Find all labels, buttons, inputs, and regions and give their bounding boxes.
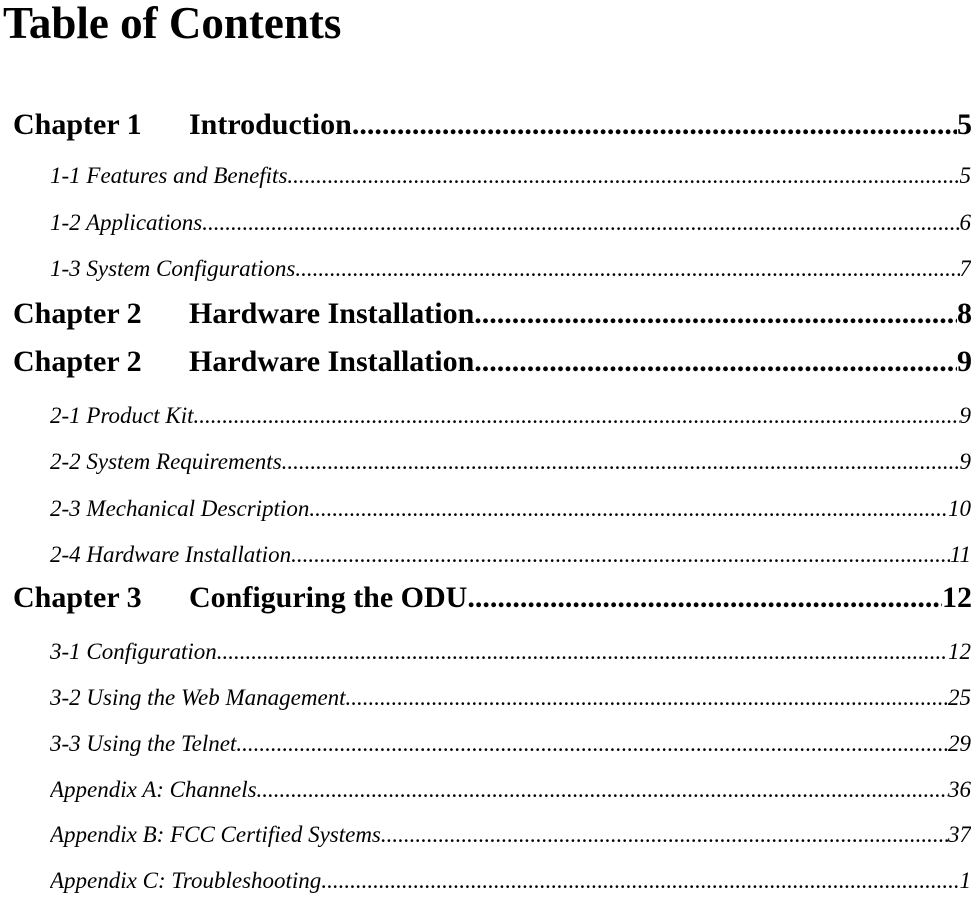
dot-leader — [194, 400, 960, 432]
dot-leader — [346, 682, 948, 714]
page-number: 7 — [959, 256, 971, 281]
dot-leader — [309, 493, 948, 525]
toc-section-entry[interactable] — [50, 819, 971, 851]
page-number: 9 — [957, 345, 972, 378]
dot-leader — [287, 160, 959, 192]
section-title: 2-1 Product Kit — [50, 403, 194, 428]
section-title: Appendix B: FCC Certified Systems — [50, 822, 381, 847]
page-number: 10 — [948, 496, 971, 521]
section-title: 3-2 Using the Web Management — [50, 685, 346, 710]
chapter-title: Hardware Installation — [189, 297, 475, 330]
section-title: 3-1 Configuration — [50, 639, 217, 664]
page-number: 11 — [949, 542, 971, 567]
section-title: 2-4 Hardware Installation — [50, 542, 292, 567]
page-number: 1 — [959, 868, 971, 893]
page-title: Table of Contents — [3, 0, 342, 48]
chapter-number: Chapter 2 — [13, 345, 142, 378]
dot-leader — [321, 865, 959, 897]
toc-section-entry[interactable] — [50, 636, 971, 668]
section-title: 2-2 System Requirements — [50, 449, 282, 474]
page-number: 37 — [948, 822, 971, 847]
dot-leader — [295, 253, 959, 285]
toc-section-entry[interactable] — [50, 539, 971, 571]
dot-leader — [474, 294, 957, 334]
chapter-title: Introduction — [189, 108, 352, 141]
toc-chapter-entry[interactable] — [13, 578, 972, 618]
chapter-title: Hardware Installation — [189, 345, 475, 378]
toc-section-entry[interactable] — [50, 728, 971, 760]
section-title: 1-3 System Configurations — [50, 256, 296, 281]
page-number: 12 — [948, 639, 971, 664]
section-title: 3-3 Using the Telnet — [50, 731, 237, 756]
section-title: Appendix A: Channels — [50, 777, 257, 802]
toc-section-entry[interactable] — [50, 865, 971, 897]
dot-leader — [257, 774, 948, 806]
toc-section-entry[interactable] — [50, 400, 971, 432]
dot-leader — [236, 728, 948, 760]
dot-leader — [217, 636, 948, 668]
page-number: 12 — [942, 581, 972, 614]
dot-leader — [474, 342, 957, 382]
dot-leader — [352, 105, 957, 145]
page-number: 29 — [948, 731, 971, 756]
section-title: 2-3 Mechanical Description — [50, 496, 310, 521]
dot-leader — [291, 539, 950, 571]
page-number: 8 — [957, 297, 972, 330]
page-number: 5 — [959, 163, 971, 188]
page-number: 36 — [948, 777, 971, 802]
chapter-number: Chapter 1 — [13, 108, 142, 141]
toc-chapter-entry[interactable] — [13, 342, 972, 382]
page-number: 6 — [959, 210, 971, 235]
toc-section-entry[interactable] — [50, 446, 971, 478]
chapter-number: Chapter 3 — [13, 581, 142, 614]
toc-section-entry[interactable] — [50, 253, 971, 285]
section-title: 1-1 Features and Benefits — [50, 163, 288, 188]
dot-leader — [202, 207, 959, 239]
toc-section-entry[interactable] — [50, 207, 971, 239]
toc-chapter-entry[interactable] — [13, 294, 972, 334]
page-number: 9 — [959, 449, 971, 474]
dot-leader — [282, 446, 960, 478]
toc-section-entry[interactable] — [50, 160, 971, 192]
toc-section-entry[interactable] — [50, 774, 971, 806]
dot-leader — [381, 819, 948, 851]
dot-leader — [467, 578, 942, 618]
page-number: 5 — [957, 108, 972, 141]
chapter-title: Configuring the ODU — [189, 581, 468, 614]
page-number: 25 — [948, 685, 971, 710]
toc-section-entry[interactable] — [50, 493, 971, 525]
page-number: 9 — [959, 403, 971, 428]
toc-section-entry[interactable] — [50, 682, 971, 714]
toc-chapter-entry[interactable] — [13, 105, 972, 145]
section-title: 1-2 Applications — [50, 210, 203, 235]
section-title: Appendix C: Troubleshooting — [50, 868, 322, 893]
chapter-number: Chapter 2 — [13, 297, 142, 330]
